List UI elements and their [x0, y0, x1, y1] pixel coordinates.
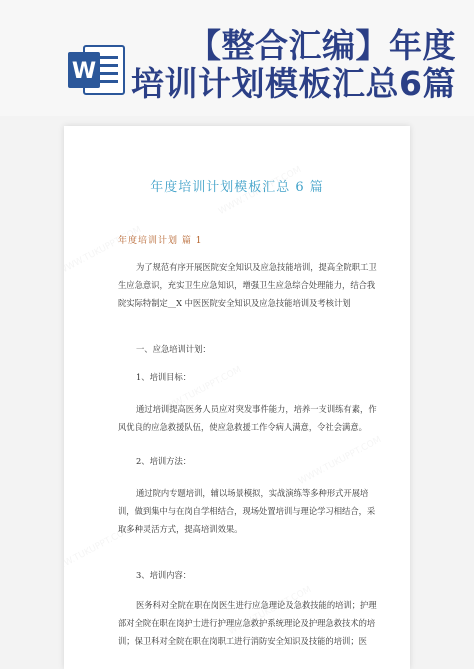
- paragraph-plan-heading: 一、应急培训计划：: [136, 344, 211, 354]
- paragraph-goal: 通过培训提高医务人员应对突发事件能力，培养一支训练有素，作风优良的应急救援队伍，使应急救援工作令病人满意，令社会满意。: [118, 404, 377, 432]
- section-heading: 年度培训计划 篇 1: [118, 236, 203, 246]
- banner-title-line-1: 【整合汇编】年度: [188, 26, 456, 65]
- word-document-icon: [66, 42, 126, 98]
- paragraph-intro: 为了规范有序开展医院安全知识及应急技能培训，提高全院职工卫生应急意识，充实卫生应急知识，增强卫生应急综合处理能力，结合我院实际特制定__X 中医医院安全知识及应急技能培训及考核计划: [118, 262, 377, 308]
- svg-text:W: W: [71, 59, 97, 84]
- paragraph-content: 医务科对全院在职在岗医生进行应急理论及急救技能的培训；护理部对全院在职在岗护士进行护理应急救护系统理论及护理急救技术的培训；保卫科对全院在职在岗职工进行消防安全知识及技能的培训；医: [118, 600, 377, 646]
- document-page: [64, 126, 410, 669]
- paragraph-method: 通过院内专题培训，辅以场景模拟，实战演练等多种形式开展培训，做到集中与在岗自学相结合，现场处置培训与理论学习相结合，采取多种灵活方式，提高培训效果。: [118, 488, 376, 534]
- paragraph-content-heading: 3、培训内容：: [136, 570, 192, 580]
- paragraph-goal-heading: 1、培训目标：: [136, 372, 192, 382]
- header-banner: [0, 0, 474, 116]
- document-title: 年度培训计划模板汇总 6 篇: [150, 180, 324, 195]
- banner-title-line-2: 培训计划模板汇总6篇: [131, 64, 456, 103]
- paragraph-method-heading: 2、培训方法：: [136, 456, 192, 466]
